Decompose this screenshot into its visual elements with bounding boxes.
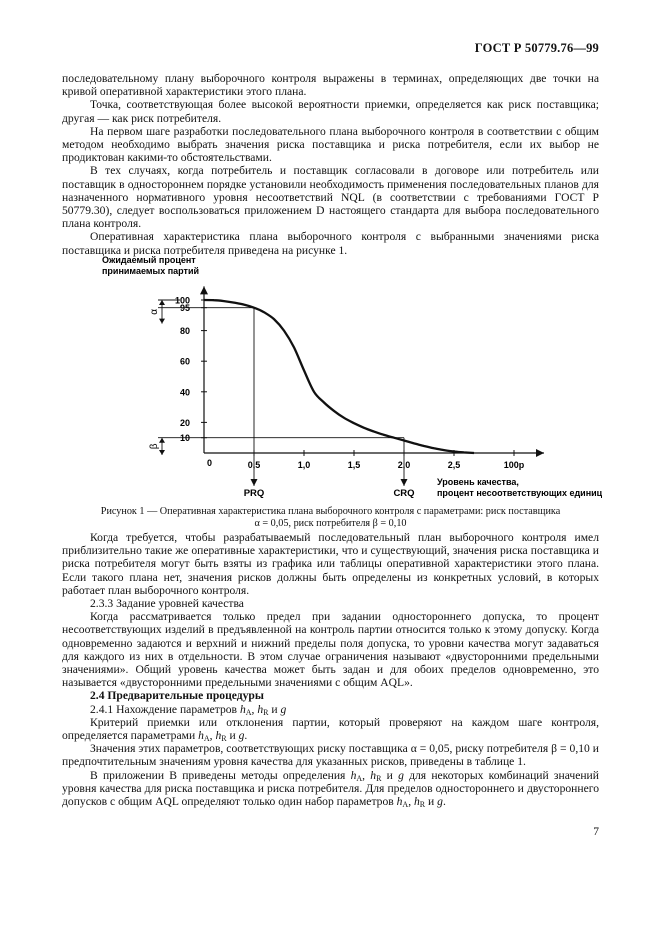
page-number: 7	[593, 826, 599, 838]
y-axis-label-line1: Ожидаемый процент	[102, 255, 196, 265]
paragraph: Когда требуется, чтобы разрабатываемый последовательный план выборочного контроля имел приблизительно такие же оперативные характеристики, что и существующий, значения риска поставщика и риска потребителя могут быть взяты из графика или таблицы оперативной характеристики этого плана. Если такого плана нет, значения рисков должны быть определены из конкретных условий, в которых работает план выборочного контроля.	[62, 531, 599, 597]
param-g: g	[280, 702, 287, 716]
param-sub: A	[203, 734, 210, 744]
marker-arrow	[401, 479, 408, 486]
param-h: h	[414, 795, 420, 809]
param-g: g	[238, 729, 245, 743]
param-h: h	[239, 702, 246, 716]
x-axis-label-line1: Уровень качества,	[437, 477, 519, 487]
alpha-arrow-top	[159, 300, 165, 305]
section-heading: 2.4 Предварительные процедуры	[90, 689, 264, 703]
beta-label: β	[149, 443, 160, 450]
text-run: .	[442, 795, 446, 809]
text-run: 2.4.1 Нахождение параметров	[90, 702, 240, 716]
param-sub: A	[356, 773, 363, 783]
text-run: и	[381, 768, 399, 782]
caption-line: α = 0,05, риск потребителя β = 0,10	[254, 518, 407, 529]
paragraph: последовательному плану выборочного контроля выражены в терминах, определяющих две точки на кривой оперативной характеристики этого плана.	[62, 72, 599, 99]
y-tick-label: 60	[179, 356, 190, 367]
param-sub: R	[263, 707, 269, 717]
param-h: h	[198, 729, 204, 743]
param-h: h	[370, 768, 377, 782]
x-tick-label: 0,5	[247, 460, 261, 470]
text-run: В приложении В приведены методы определения	[90, 768, 351, 782]
paragraph	[62, 716, 599, 742]
paragraph	[62, 769, 599, 809]
param-sub: R	[419, 800, 426, 810]
x-tick-label: 1,5	[347, 460, 361, 470]
paragraph: Когда рассматривается только предел при задании одностороннего допуска, то процент несоответствующих изделий в предъявленной на контроль партии относится только к этому допуску. Когда одновременно задаются и верхний и нижний пределы поля допуска, то уровни качества могут задаваться для каждого из них в отдельности. В этом случае ограничения называют «двусторонними предельными значениями». Общий уровень качества может быть задан и для обоих пределов одновременно, это называется «двусторонними предельными значениями с общим AQL».	[62, 610, 599, 690]
intro-text	[62, 72, 599, 257]
text-run: и	[268, 702, 281, 716]
y-axis-label-line2: принимаемых партий	[102, 266, 200, 276]
param-h: h	[215, 729, 222, 743]
y-axis-arrow	[200, 286, 208, 294]
param-h: h	[396, 795, 403, 809]
y-tick-label: 40	[179, 387, 190, 398]
param-sub: A	[245, 707, 252, 717]
figure-caption	[62, 506, 599, 530]
paragraph: В тех случаях, когда потребитель и поставщик согласовали в договоре или потребитель или поставщик в одностороннем порядке установили необходимость применения последовательных планов для назначенного нормативного уровня несоответствий NQL (в соответствии с требованиями ГОСТ Р 50779.30), следует воспользоваться приложением D настоящего стандарта для выбора последовательного плана контроля.	[62, 164, 599, 231]
y-tick-label: 95	[179, 303, 190, 314]
y-tick-label: 100	[174, 295, 190, 306]
text-run: для некоторых комбинаций значений уровня качества для риска поставщика и риска потребителя. Для пределов одностороннего и двустороннего допусков с общим AQL определяют только один набор параметров	[62, 768, 599, 809]
param-g: g	[398, 768, 404, 782]
paragraph: Значения этих параметров, соответствующих риску поставщика α = 0,05, риску потребителя β = 0,10 и предпочтительным значениям уровня качества для указанных рисков, приведены в таблице 1.	[62, 742, 599, 769]
paragraph: Оперативная характеристика плана выборочного контроля с выбранными значениями риска поставщика и риска потребителя приведена на рисунке 1.	[62, 230, 599, 257]
param-h: h	[257, 702, 264, 716]
beta-arrow-top	[159, 438, 165, 443]
y-tick-label: 20	[179, 417, 190, 428]
x-tick-label: 2,5	[447, 460, 461, 470]
oc-chart-svg	[62, 249, 602, 501]
text-run: ,	[408, 795, 414, 809]
param-h: h	[350, 768, 357, 782]
text-run: и	[226, 729, 239, 743]
paragraph: Точка, соответствующая более высокой вероятности приемки, определяется как риск поставщика; другая — как риск потребителя.	[62, 98, 599, 125]
y-tick-label: 80	[179, 326, 190, 337]
beta-arrow-bottom	[159, 450, 165, 455]
oc-curve	[204, 300, 474, 453]
marker-label: PRQ	[243, 488, 265, 499]
subsection-heading: 2.3.3 Задание уровней качества	[90, 597, 244, 611]
oc-chart	[62, 249, 602, 506]
body-text	[62, 531, 599, 808]
x-axis-arrow	[536, 449, 544, 457]
paragraph: На первом шаге разработки последовательного плана выборочного контроля в соответствии с общим методом необходимо выбрать значения риска поставщика и риска потребителя, если их выбор не продиктован какими-то обстоятельствами.	[62, 124, 599, 165]
y-tick-label: 10	[179, 433, 190, 444]
text-run: Критерий приемки или отклонения партии, который проверяют на каждом шаге контроля, определяется параметрами	[62, 715, 599, 743]
origin-label: 0	[207, 458, 213, 468]
text-run: ,	[251, 702, 258, 716]
text-run: и	[425, 795, 438, 809]
x-tick-label: 2,0	[397, 460, 411, 470]
param-g: g	[437, 795, 443, 809]
text-run: ,	[209, 729, 216, 743]
param-sub: R	[376, 773, 382, 783]
document-header: ГОСТ Р 50779.76—99	[474, 41, 599, 55]
alpha-label: α	[149, 308, 160, 315]
x-axis-label-line2: процент несоответствующих единиц	[437, 488, 602, 498]
marker-label: CRQ	[393, 488, 415, 499]
marker-arrow	[251, 479, 258, 486]
param-sub: A	[402, 800, 409, 810]
caption-line: Рисунок 1 — Оперативная характеристика плана выборочного контроля с параметрами: риск поставщика	[100, 506, 561, 517]
subsection-heading	[62, 703, 599, 716]
alpha-arrow-bottom	[159, 319, 165, 324]
text-run: ,	[362, 768, 366, 782]
x-tick-label: 1,0	[297, 460, 311, 470]
param-sub: R	[221, 734, 227, 744]
text-run: .	[244, 729, 248, 743]
x-tick-label: 100p	[503, 460, 525, 470]
